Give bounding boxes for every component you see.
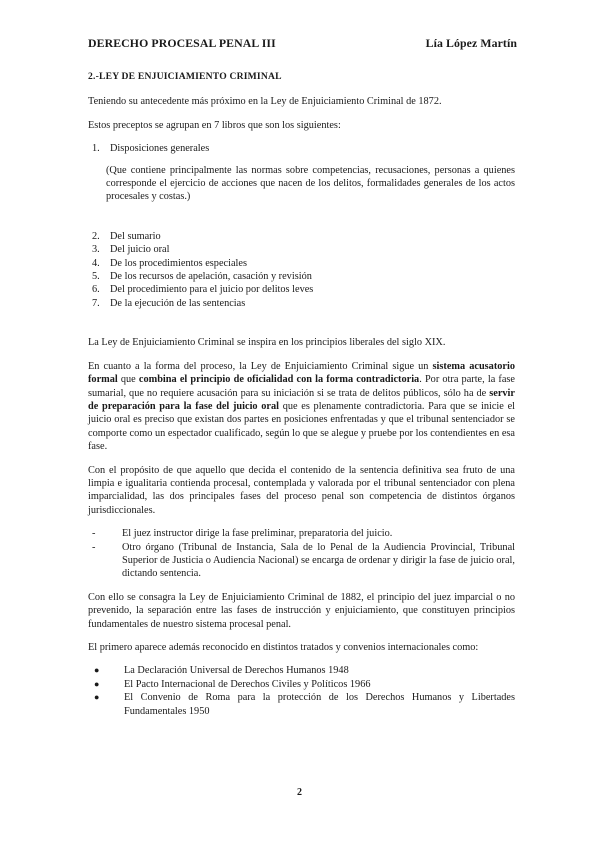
bullet-icon: ● [94,678,100,689]
text-run: que [117,374,139,386]
list-text: El juez instructor dirige la fase preliminar, preparatoria del juicio. [122,528,393,540]
header-course-title: DERECHO PROCESAL PENAL III [88,36,276,50]
text-run: . Por otra parte, la fase sumarial, que no requiere acusación para su iniciación si se trata de delitos públicos, sólo ha de [88,374,516,399]
list-item [88,297,515,310]
treaties-list [88,664,515,718]
header-author: Lía López Martín [425,36,517,50]
paragraph-process-form [88,360,515,454]
list-item [88,230,515,243]
list-text: De la ejecución de las sentencias [110,297,246,309]
list-item [88,691,515,718]
list-text: De los recursos de apelación, casación y revisión [110,271,312,283]
list-number: 2. [92,230,100,242]
list-number: 4. [92,257,100,269]
emphasis-acusatorio: sistema acusatorio formal [88,360,515,386]
list-item [88,142,515,155]
paragraph-books-intro: Estos preceptos se agrupan en 7 libros que son los siguientes: [88,119,341,131]
paragraph-impartial-judge: Con ello se consagra la Ley de Enjuiciamiento Criminal de 1882, el principio del juez imparcial o no prevenido, la separación entre las fases de instrucción y enjuiciamiento, que constituyen principios fundamentales de nuestro sistema procesal penal. [88,591,515,630]
list-text: Disposiciones generales [110,143,210,155]
list-text: Del juicio oral [110,244,170,256]
list-item [88,283,515,296]
book1-note: (Que contiene principalmente las normas sobre competencias, recusaciones, personas a quienes corresponde el ejercicio de acciones que nacen de los delitos, formalidades generales de los actos procesales y costas.) [106,164,515,203]
books-list-continued [88,230,515,310]
paragraph-purpose: Con el propósito de que aquello que decida el contenido de la sentencia definitiva sea fruto de una limpia e igualitaria contienda procesal, contemplada y valorada por el tribunal sentenciador con plena imparcialidad, las dos principales fases del proceso penal son competencia de distintos órganos jurisdiccionales. [88,464,515,516]
document-body [88,70,515,718]
page-header [88,36,517,51]
text-run: que es plenamente contradictoria. Para que se inicie el juicio oral es preciso que existan dos partes en posiciones enfrentadas y que el tribunal sentenciador se comporte como un espectador cualificado, según lo que se alegue y pruebe por los contendientes en esa fase. [88,400,515,453]
paragraph-treaties-intro: El primero aparece además reconocido en distintos tratados y convenios internacionales como: [88,642,479,653]
emphasis-oficialidad: combina el principio de oficialidad con la forma contradictoria [138,374,420,386]
list-item [88,678,515,691]
list-number: 5. [92,271,100,283]
list-item [88,243,515,256]
paragraph-liberal-principles: La Ley de Enjuiciamiento Criminal se inspira en los principios liberales del siglo XIX. [88,337,446,349]
bullet-icon: ● [94,692,100,703]
books-list [88,142,515,155]
dash-marker: - [92,541,96,553]
paragraph-antecedent: Teniendo su antecedente más próximo en la Ley de Enjuiciamiento Criminal de 1872. [88,96,442,108]
text-run: En cuanto a la forma del proceso, la Ley de Enjuiciamiento Criminal sigue un [88,360,433,372]
list-number: 7. [92,297,100,309]
list-text: La Declaración Universal de Derechos Humanos 1948 [124,665,349,677]
list-number: 6. [92,284,100,296]
list-text: De los procedimientos especiales [110,257,247,269]
list-item [88,541,515,581]
bullet-icon: ● [94,665,100,676]
list-text: El Convenio de Roma para la protección de los Derechos Humanos y Libertades Fundamentales 1950 [124,692,515,717]
section-title: 2.-LEY DE ENJUICIAMIENTO CRIMINAL [88,71,282,82]
list-item [88,257,515,270]
list-text: Del sumario [110,230,161,242]
dash-marker: - [92,528,96,540]
list-text: Del procedimiento para el juicio por delitos leves [110,284,314,296]
list-item [88,664,515,677]
list-item [88,527,515,540]
list-number: 3. [92,244,100,256]
list-text: El Pacto Internacional de Derechos Civiles y Políticos 1966 [124,678,371,690]
list-text: Otro órgano (Tribunal de Instancia, Sala de lo Penal de la Audiencia Provincial, Tribunal Superior de Justicia o Audiencia Nacional) se encarga de ordenar y dirigir la fase de juicio oral, dictando sentencia. [122,541,515,580]
list-number: 1. [92,143,100,155]
list-item [88,270,515,283]
page-number: 2 [297,787,302,798]
emphasis-preparacion: servir de preparación para la fase del juicio oral [88,387,515,412]
organs-list [88,527,515,581]
